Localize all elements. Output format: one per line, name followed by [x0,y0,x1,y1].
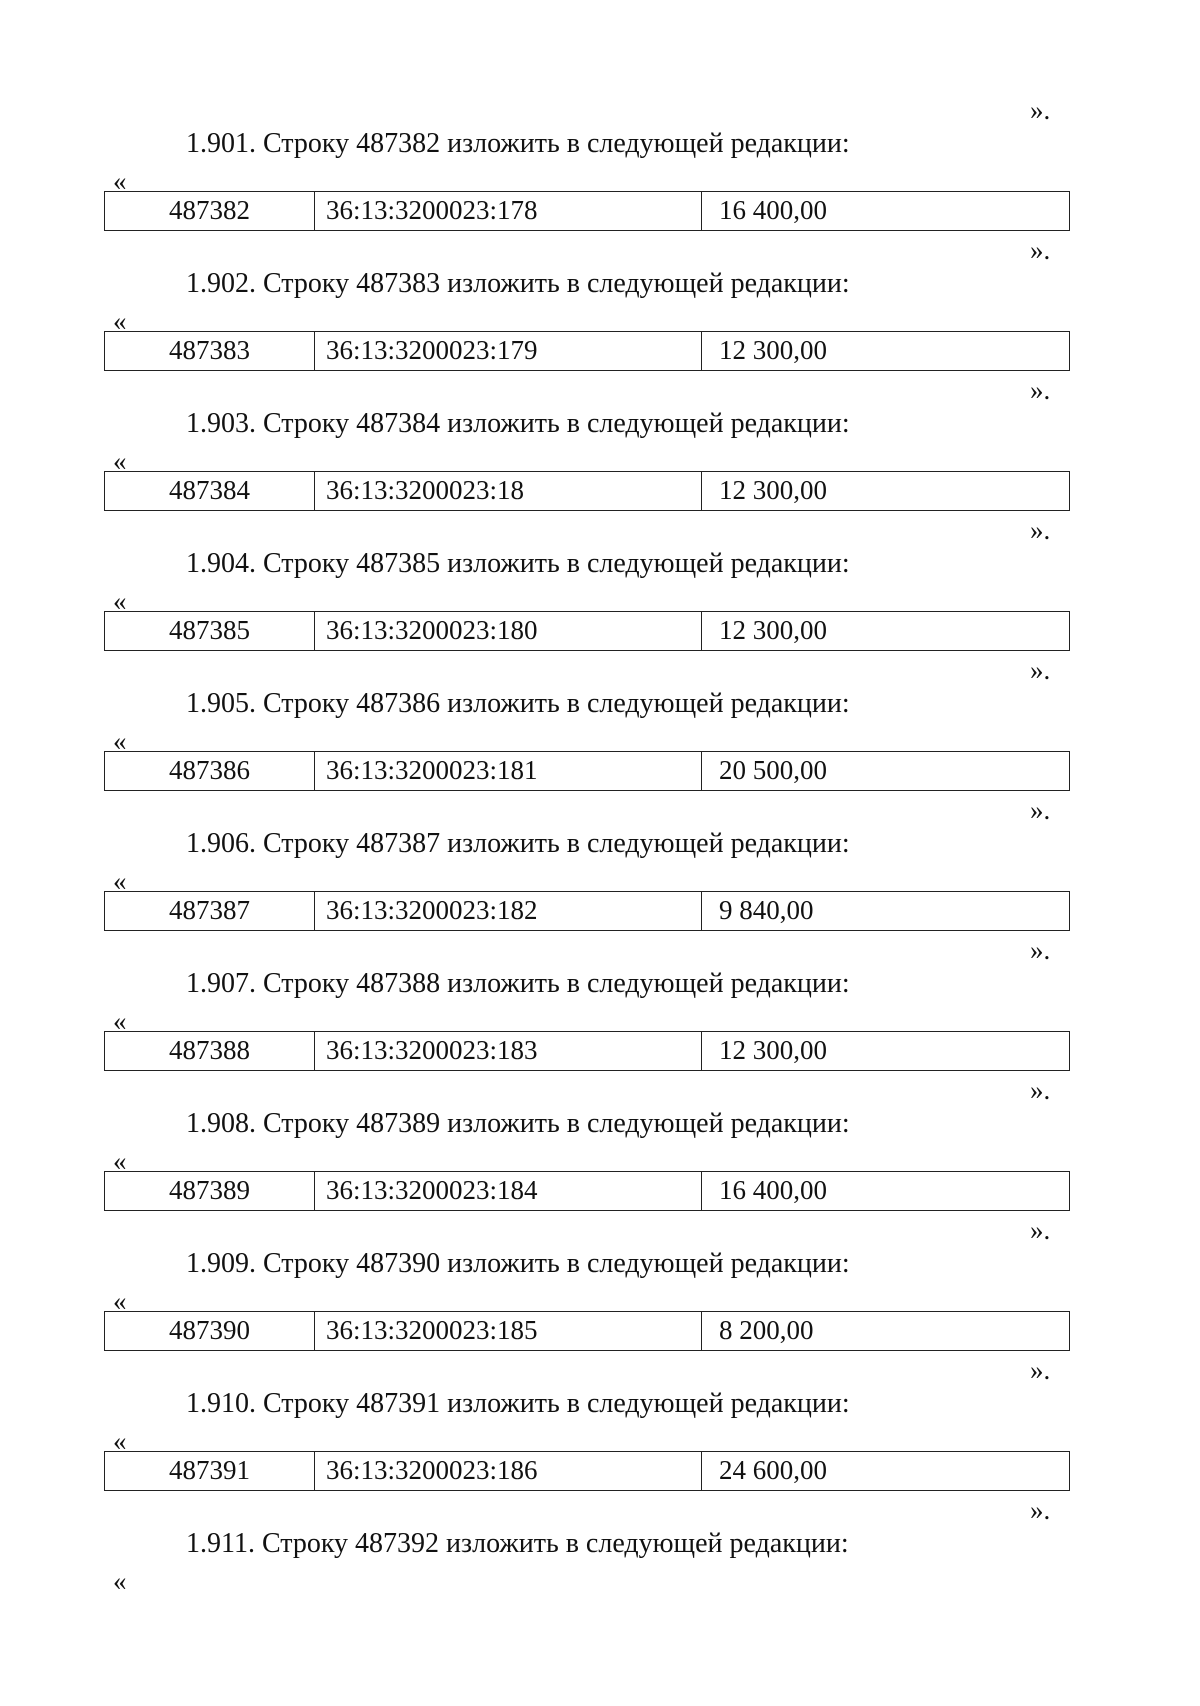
cadastral-number-cell: 36:13:3200023:180 [315,612,702,650]
open-quote: « [113,586,127,616]
amendment-text: 1.902. Строку 487383 изложить в следующей редакции: [186,268,850,299]
value-cell: 12 300,00 [719,335,827,365]
cadastral-number-cell: 36:13:3200023:178 [315,192,702,230]
row-number-cell: 487389 [105,1172,315,1210]
open-quote: « [113,866,127,896]
cadastral-number-cell: 36:13:3200023:186 [315,1452,702,1490]
amendment-text: 1.909. Строку 487390 изложить в следующей редакции: [186,1248,850,1279]
cadastral-number-cell: 36:13:3200023:18 [315,472,702,510]
value-cell: 12 300,00 [719,475,827,505]
table-row [104,1451,1070,1491]
table-row [104,1311,1070,1351]
table-row [104,191,1070,231]
amendment-text: 1.904. Строку 487385 изложить в следующей редакции: [186,548,850,579]
value-cell: 8 200,00 [719,1315,814,1345]
close-quote: ». [1030,515,1051,545]
table-row [104,1171,1070,1211]
value-cell: 20 500,00 [719,755,827,785]
row-number-cell: 487382 [105,192,315,230]
cadastral-number-cell: 36:13:3200023:185 [315,1312,702,1350]
amendment-text: 1.903. Строку 487384 изложить в следующей редакции: [186,408,850,439]
amendment-text: 1.910. Строку 487391 изложить в следующей редакции: [186,1388,850,1419]
open-quote: « [113,306,127,336]
row-number-cell: 487384 [105,472,315,510]
close-quote: ». [1030,655,1051,685]
row-number-cell: 487388 [105,1032,315,1070]
amendment-text: 1.901. Строку 487382 изложить в следующей редакции: [186,128,850,159]
open-quote: « [113,446,127,476]
cadastral-number-cell: 36:13:3200023:183 [315,1032,702,1070]
amendment-text: 1.908. Строку 487389 изложить в следующей редакции: [186,1108,850,1139]
close-quote: ». [1030,1495,1051,1525]
cadastral-number-cell: 36:13:3200023:182 [315,892,702,930]
row-number-cell: 487390 [105,1312,315,1350]
amendment-text: 1.906. Строку 487387 изложить в следующей редакции: [186,828,850,859]
amendment-text: 1.911. Строку 487392 изложить в следующей редакции: [186,1528,849,1559]
open-quote: « [113,1426,127,1456]
open-quote: « [113,166,127,196]
value-cell: 16 400,00 [719,1175,827,1205]
open-quote: « [113,1286,127,1316]
value-cell: 9 840,00 [719,895,814,925]
open-quote: « [113,1146,127,1176]
table-row [104,1031,1070,1071]
open-quote: « [113,1006,127,1036]
close-quote: ». [1030,1075,1051,1105]
close-quote: ». [1030,235,1051,265]
table-row [104,611,1070,651]
close-quote: ». [1030,1355,1051,1385]
value-cell: 16 400,00 [719,195,827,225]
close-quote: ». [1030,375,1051,405]
amendment-text: 1.907. Строку 487388 изложить в следующей редакции: [186,968,850,999]
row-number-cell: 487386 [105,752,315,790]
close-quote: ». [1030,95,1051,125]
row-number-cell: 487383 [105,332,315,370]
open-quote: « [113,726,127,756]
value-cell: 12 300,00 [719,615,827,645]
open-quote: « [113,1566,127,1596]
close-quote: ». [1030,1215,1051,1245]
row-number-cell: 487385 [105,612,315,650]
row-number-cell: 487387 [105,892,315,930]
value-cell: 24 600,00 [719,1455,827,1485]
table-row [104,751,1070,791]
amendment-text: 1.905. Строку 487386 изложить в следующей редакции: [186,688,850,719]
value-cell: 12 300,00 [719,1035,827,1065]
row-number-cell: 487391 [105,1452,315,1490]
table-row [104,891,1070,931]
table-row [104,331,1070,371]
table-row [104,471,1070,511]
cadastral-number-cell: 36:13:3200023:181 [315,752,702,790]
cadastral-number-cell: 36:13:3200023:179 [315,332,702,370]
close-quote: ». [1030,935,1051,965]
close-quote: ». [1030,795,1051,825]
cadastral-number-cell: 36:13:3200023:184 [315,1172,702,1210]
